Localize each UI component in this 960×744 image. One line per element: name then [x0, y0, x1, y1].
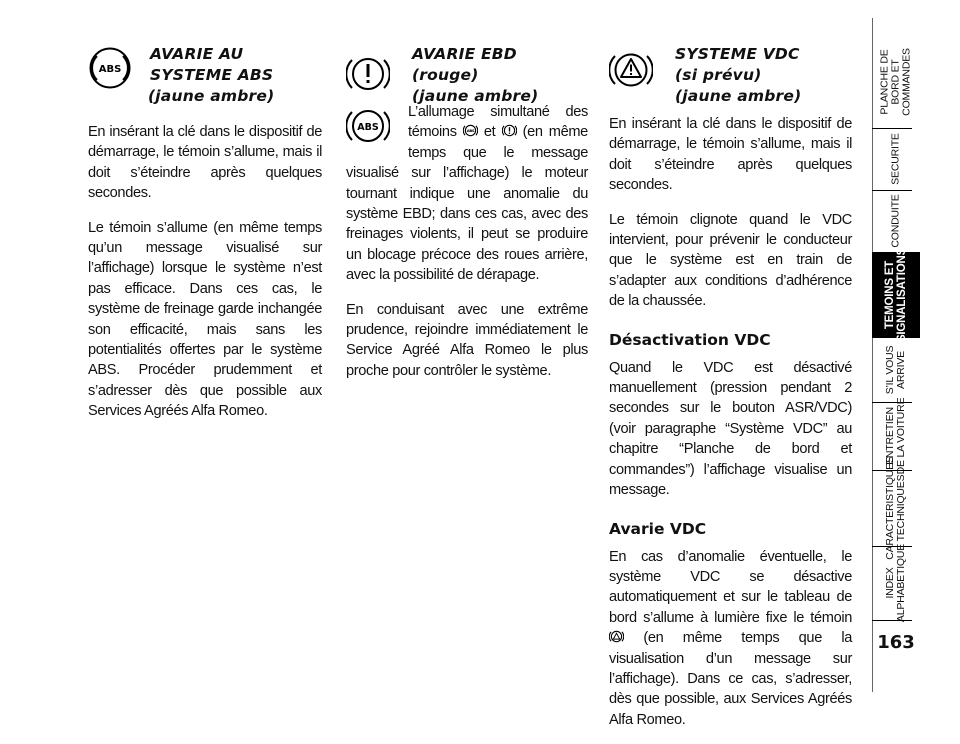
brake-inline-icon	[502, 123, 517, 138]
ebd-paragraph-1: L’allumage simultané des témoins ABS et (en même temps que le message visualisé sur l’affichage) le moteur tournant indique une anomalie du système EBD; dans ces cas, avec des freinages violents, il peut se produire un blocage précoce des roues arrière, avec la possibilité de dérapage.	[346, 104, 588, 284]
abs-warning-icon	[346, 104, 390, 148]
tab-entretien[interactable]: ENTRETIEN DE LA VOITURE	[884, 397, 907, 475]
ebd-section-header	[346, 40, 588, 105]
tab-planche-de-bord[interactable]: PLANCHE DE BORD ET COMMANDES	[878, 48, 913, 116]
brake-warning-icon	[346, 52, 390, 96]
svg-text:ABS: ABS	[466, 129, 475, 134]
abs-paragraph-2: Le témoin s’allume (en même temps qu’un message visualisé sur l’affichage) lorsque le système n’est pas efficace. Dans ces cas, le système de freinage garde inchangée son efficacité, mais sans les potentialités offertes par le système ABS. Procéder prudemment et s’adresser dès que possible aux Services Agréés Alfa Romeo.	[88, 219, 322, 420]
page-number: 163	[877, 632, 915, 653]
ebd-body	[346, 102, 588, 381]
vdc-warning-triangle-icon	[609, 48, 653, 92]
svg-text:ABS: ABS	[98, 64, 122, 75]
abs-section-title: AVARIE AU SYSTEME ABS (jaune ambre)	[148, 45, 275, 105]
ebd-paragraph-2: En conduisant avec une extrême prudence, rejoindre immédiatement le Service Agréé Alfa Romeo le plus proche pour contrôler le système.	[346, 301, 588, 379]
tab-sil-vous-arrive[interactable]: S’IL VOUS ARRIVE	[884, 345, 907, 395]
tab-divider	[872, 620, 912, 622]
tab-caracteristiques-techniques[interactable]: CARACTERISTIQUES TECHNIQUES	[884, 456, 907, 560]
vdc-paragraph-3: Quand le VDC est désactivé manuellement (pression pendant 2 secondes sur le bouton ASR/VDC) (voir paragraphe “Système VDC” au chapitre “Planche de bord et commandes”) l’affichage visualise un message.	[609, 359, 852, 499]
vdc-section-title: SYSTEME VDC (si prévu) (jaune ambre)	[675, 45, 802, 105]
vdc-inline-icon	[609, 629, 624, 644]
vdc-deactivation-heading: Désactivation VDC	[609, 330, 771, 349]
tab-conduite[interactable]: CONDUITE	[889, 194, 902, 248]
vdc-failure-heading: Avarie VDC	[609, 519, 707, 538]
tab-securite[interactable]: SECURITE	[889, 133, 902, 185]
abs-paragraph-1: En insérant la clé dans le dispositif de démarrage, le témoin s’allume, mais il doit s’éteindre après quelques secondes.	[88, 124, 322, 202]
abs-warning-icon	[88, 46, 132, 90]
column-ebd-failure	[346, 40, 588, 395]
abs-section-header	[88, 40, 322, 116]
svg-text:ABS: ABS	[357, 122, 379, 133]
column-vdc	[609, 40, 852, 744]
vdc-section-header	[609, 40, 852, 116]
chapter-sidebar	[872, 0, 960, 692]
column-abs-failure	[88, 40, 322, 436]
vdc-paragraph-1: En insérant la clé dans le dispositif de démarrage, le témoin s’allume, mais il doit s’éteindre après quelques secondes.	[609, 116, 852, 194]
vdc-paragraph-2: Le témoin clignote quand le VDC intervient, pour prévenir le conducteur que le système est en train de s’adapter aux conditions d’adhérence de la chaussée.	[609, 211, 852, 310]
tab-temoins-et-signalisations[interactable]: TEMOINS ET SIGNALISATIONS	[872, 252, 920, 338]
abs-inline-icon	[463, 123, 478, 138]
vdc-paragraph-4: En cas d’anomalie éventuelle, le système VDC se désactive automatiquement et sur le tableau de bord s’allume à lumière fixe le témoin (en même temps que la visualisation d’un message sur l’affichage). Dans ce cas, s’adresser, dès que possible, aux Services Agréés Alfa Romeo.	[609, 548, 852, 728]
ebd-section-title: AVARIE EBD (rouge) (jaune ambre)	[412, 45, 539, 105]
tab-index-alphabetique[interactable]: INDEX ALPHABETIQUE	[884, 543, 907, 623]
